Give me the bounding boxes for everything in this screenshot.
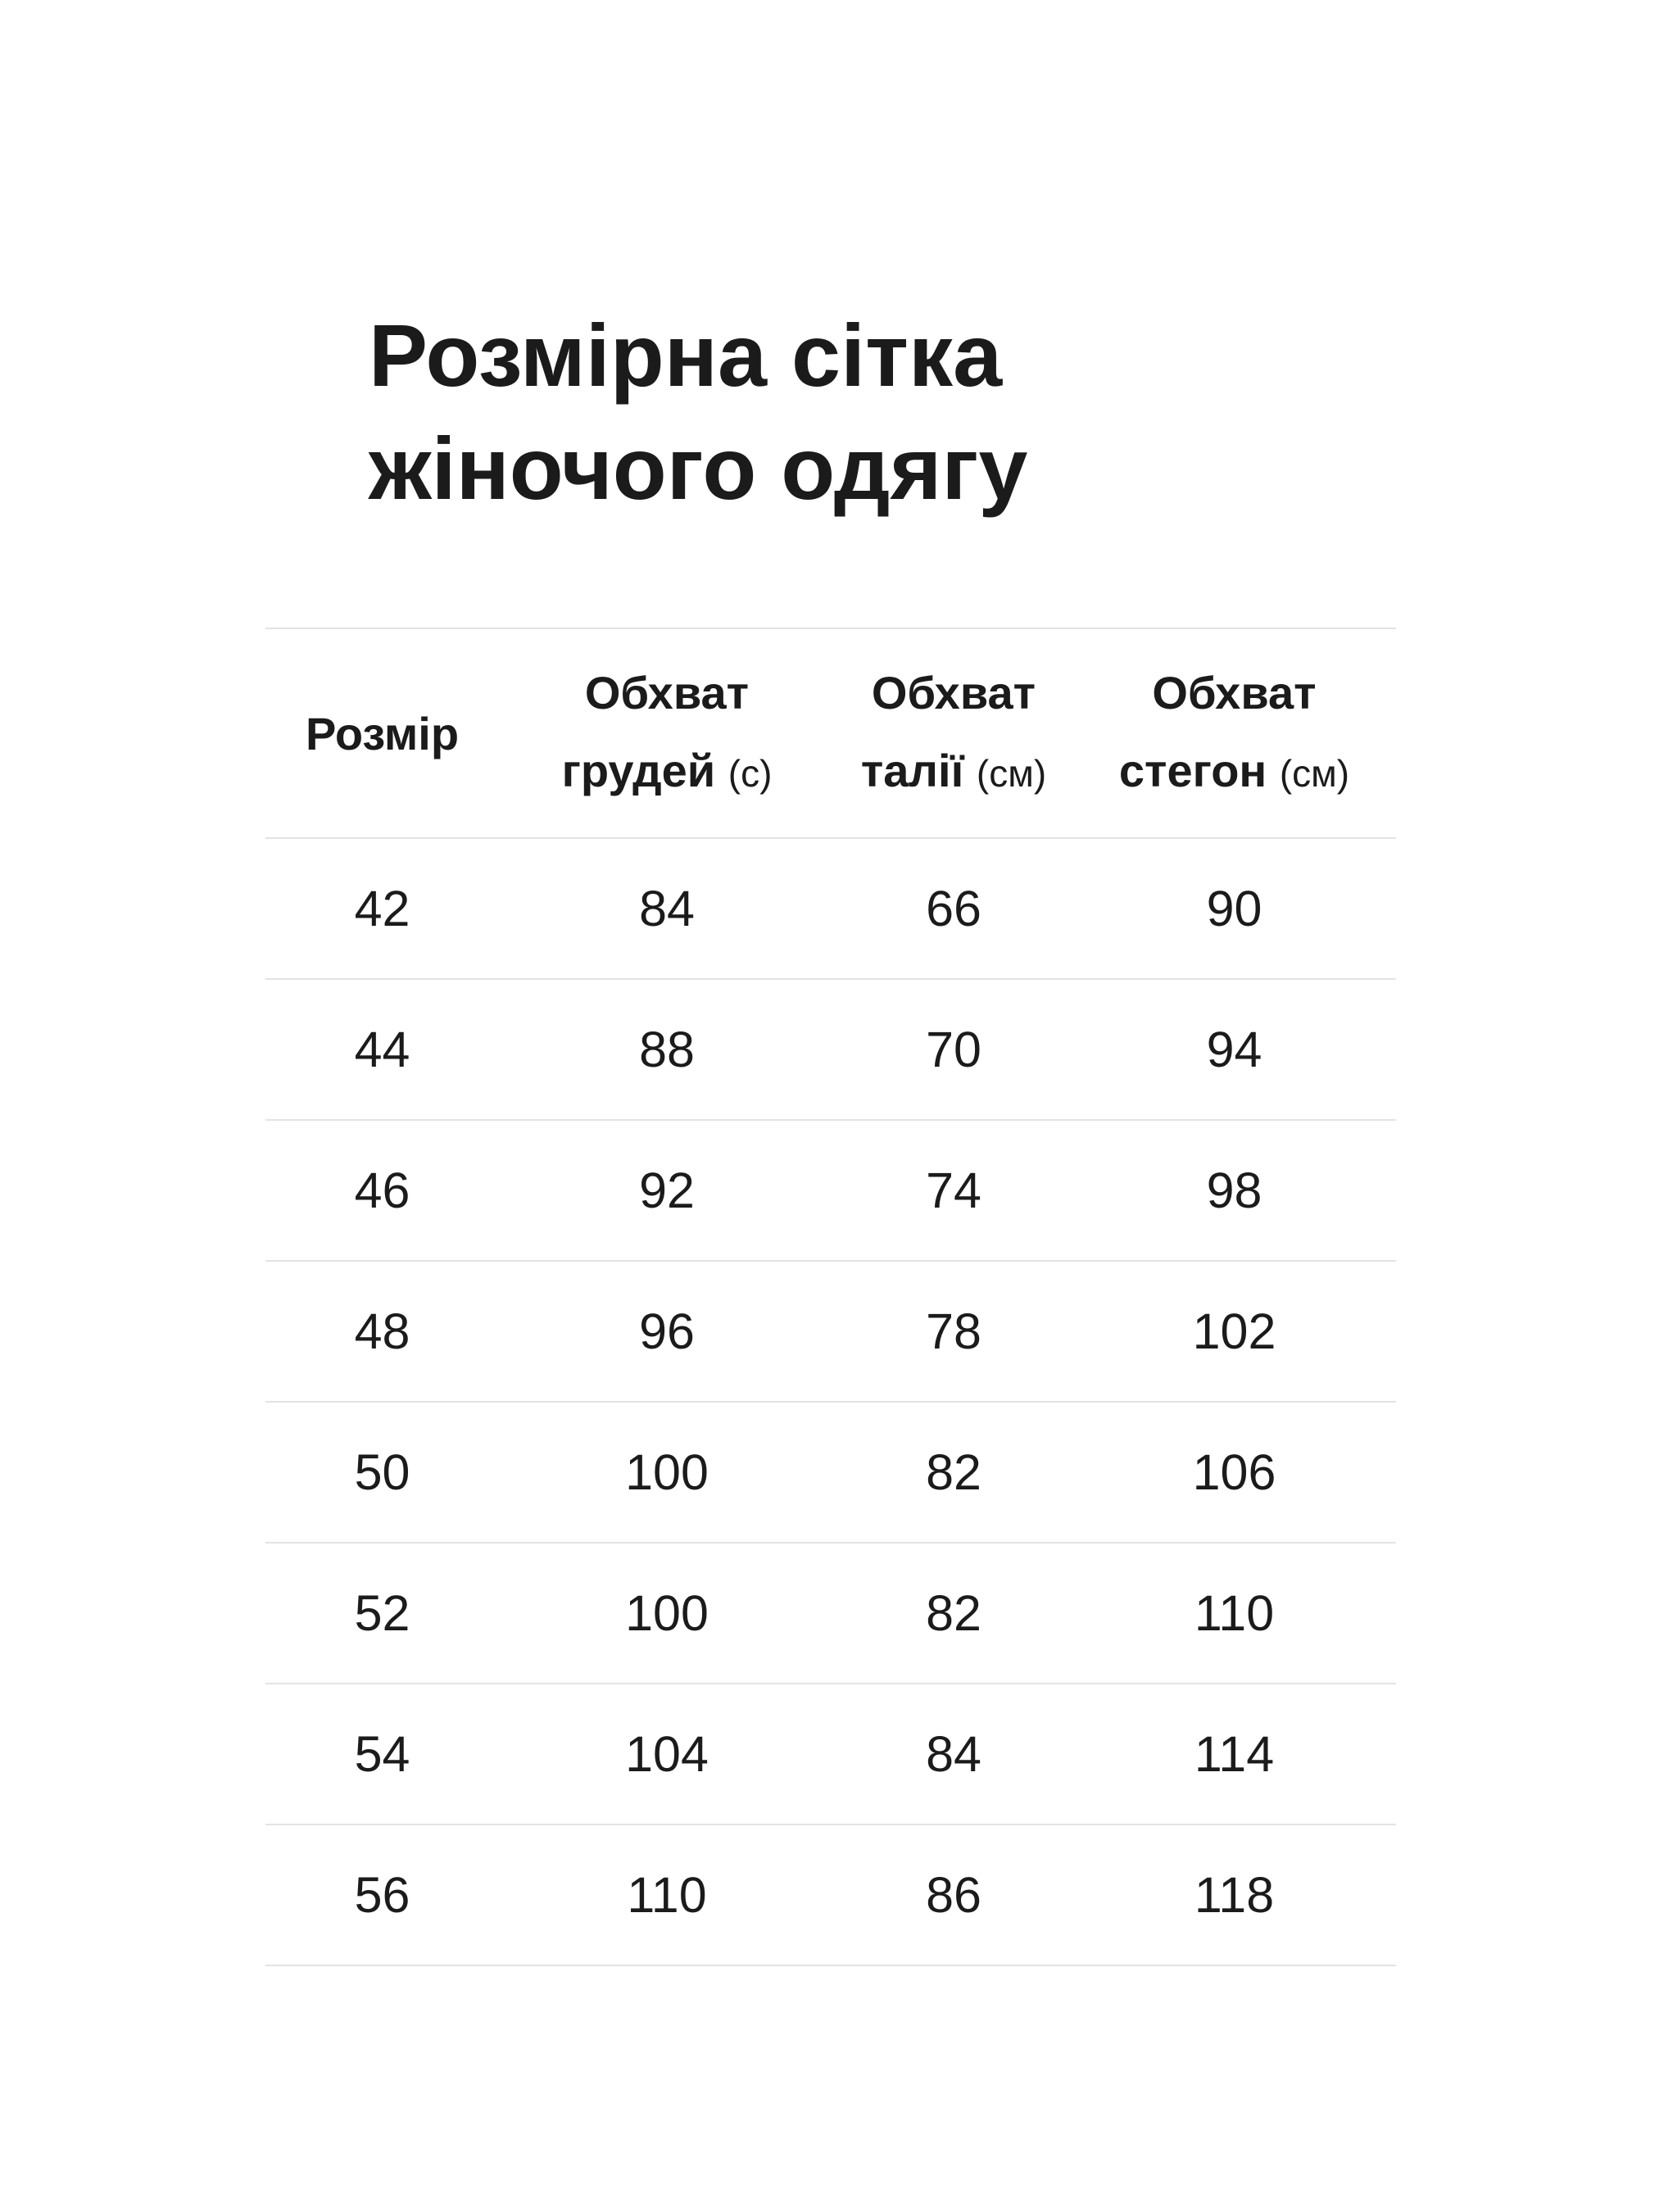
- waist-cell: 86: [835, 1824, 1072, 1965]
- table-header-row: [265, 628, 1396, 838]
- chest-cell: 92: [499, 1120, 835, 1261]
- column-header-chest-line2: грудей: [561, 745, 716, 796]
- column-header-waist-line2: талії: [860, 745, 964, 796]
- chest-cell: 104: [499, 1684, 835, 1824]
- page-title-line-1: Розмірна сітка: [369, 306, 1003, 405]
- chest-cell: 100: [499, 1543, 835, 1684]
- table-row: [265, 1684, 1396, 1824]
- column-header-chest-unit: (с): [728, 752, 773, 795]
- column-header-waist-line1: Обхват: [871, 667, 1036, 718]
- table-row: [265, 1402, 1396, 1543]
- waist-cell: 66: [835, 838, 1072, 979]
- column-header-waist: [835, 628, 1072, 838]
- column-header-hips-line1: Обхват: [1152, 667, 1317, 718]
- size-cell: 48: [265, 1261, 499, 1402]
- table-row: [265, 1261, 1396, 1402]
- table-row: [265, 1543, 1396, 1684]
- size-cell: 52: [265, 1543, 499, 1684]
- hips-cell: 94: [1072, 979, 1396, 1120]
- size-cell: 46: [265, 1120, 499, 1261]
- chest-cell: 88: [499, 979, 835, 1120]
- size-cell: 56: [265, 1824, 499, 1965]
- chest-cell: 100: [499, 1402, 835, 1543]
- hips-cell: 106: [1072, 1402, 1396, 1543]
- column-header-hips-unit: (см): [1279, 752, 1350, 795]
- table-row: [265, 1824, 1396, 1965]
- size-cell: 50: [265, 1402, 499, 1543]
- waist-cell: 82: [835, 1543, 1072, 1684]
- table-row: [265, 1120, 1396, 1261]
- chest-cell: 110: [499, 1824, 835, 1965]
- column-header-size: [265, 628, 499, 838]
- size-cell: 42: [265, 838, 499, 979]
- page-title: [369, 299, 1027, 525]
- waist-cell: 70: [835, 979, 1072, 1120]
- size-table: [265, 628, 1396, 1966]
- column-header-chest-line1: Обхват: [584, 667, 750, 718]
- hips-cell: 90: [1072, 838, 1396, 979]
- column-header-size-label: Розмір: [305, 707, 460, 759]
- page-title-line-2: жіночого одягу: [369, 419, 1028, 518]
- chest-cell: 84: [499, 838, 835, 979]
- column-header-waist-unit: (см): [976, 752, 1047, 795]
- column-header-hips-line2: стегон: [1118, 745, 1267, 796]
- table-body: [265, 838, 1396, 1965]
- waist-cell: 78: [835, 1261, 1072, 1402]
- hips-cell: 114: [1072, 1684, 1396, 1824]
- hips-cell: 98: [1072, 1120, 1396, 1261]
- hips-cell: 118: [1072, 1824, 1396, 1965]
- table-row: [265, 838, 1396, 979]
- table-header: [265, 628, 1396, 838]
- hips-cell: 102: [1072, 1261, 1396, 1402]
- size-cell: 44: [265, 979, 499, 1120]
- hips-cell: 110: [1072, 1543, 1396, 1684]
- column-header-chest: [499, 628, 835, 838]
- column-header-hips: [1072, 628, 1396, 838]
- table-row: [265, 979, 1396, 1120]
- size-cell: 54: [265, 1684, 499, 1824]
- waist-cell: 82: [835, 1402, 1072, 1543]
- chest-cell: 96: [499, 1261, 835, 1402]
- waist-cell: 74: [835, 1120, 1072, 1261]
- waist-cell: 84: [835, 1684, 1072, 1824]
